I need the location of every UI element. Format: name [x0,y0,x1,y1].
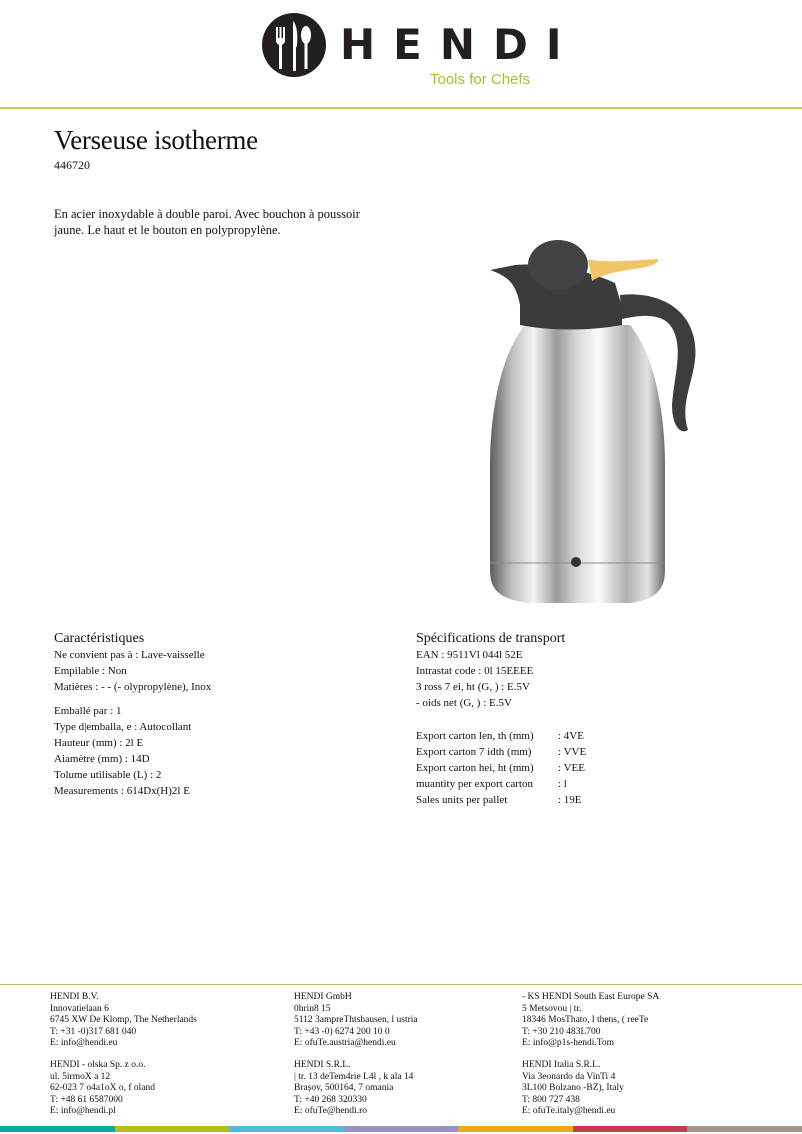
page-header [0,0,802,110]
office-phone: T: +31 -0)317 681 040 [50,1026,137,1037]
transport-row: - oids net (G, ) : E.5V [416,697,512,709]
office-email: E: ofuTe.italy@hendi.eu [522,1106,616,1117]
product-description: En acier inoxydable à double paroi. Avec bouchon à poussoir jaune. Le haut et le bouton en polypropylène. [54,207,360,237]
color-segment [115,1126,230,1132]
office-name: HENDI - olska Sp. z o.o. [50,1059,146,1070]
transport-section [416,630,586,808]
footer-divider [0,984,802,985]
office-address [522,992,659,1050]
office-city: Brașov, 500164, 7 omania [294,1083,394,1094]
office-name: HENDI S.R.L. [294,1059,351,1070]
office-city: 5112 3ampreThtshausen, l ustria [294,1015,418,1026]
transport-kv-row [416,792,586,808]
transport-kv-row [416,760,586,776]
transport-label: muantity per export carton [416,778,533,790]
office-address [50,992,197,1050]
color-segment [458,1126,573,1132]
office-email: E: info@hendi.pl [50,1106,116,1117]
transport-label: Export carton 7 idth (mm) [416,746,532,758]
color-segment [229,1126,344,1132]
transport-value: : VVE [558,746,587,758]
office-city: 6745 XW De Klomp, The Netherlands [50,1015,197,1026]
characteristic-row: Measurements : 614Dx(H)2l E [54,785,190,797]
transport-label: Export carton len, th (mm) [416,730,534,742]
transport-row: 3 ross 7 ei, ht (G, ) : E.5V [416,681,530,693]
office-street: ul. 5irmoX a 12 [50,1071,111,1082]
office-address [294,992,418,1050]
transport-value: : 4VE [558,730,584,742]
office-phone: T: +40 268 320330 [294,1094,367,1105]
color-segment [344,1126,459,1132]
footer-column-1 [50,992,197,1128]
transport-kv-row [416,776,586,792]
office-phone: T: +48 61 6587000 [50,1094,123,1105]
office-phone: T: +43 -0) 6274 200 10 0 [294,1026,390,1037]
characteristic-row: Emballé par : 1 [54,705,122,717]
characteristic-row: Type d|emballa, e : Autocollant [54,721,192,733]
office-street: 0hrin8 15 [294,1003,331,1014]
office-address [50,1060,197,1118]
office-email: E: ofuTe.austria@hendi.eu [294,1038,396,1049]
brand-tagline: Tools for Chefs [430,71,531,88]
transport-value: : VEE [558,762,585,774]
office-city: 62-023 7 o4a1oX o, f oland [50,1083,156,1094]
transport-heading: Spécifications de transport [416,631,566,646]
product-image [440,185,760,625]
office-phone: T: +30 210 483L700 [522,1026,601,1037]
characteristic-row: Aiamètre (mm) : 14D [54,753,150,765]
product-title: Verseuse isotherme [54,125,258,155]
transport-value: : l [558,778,567,790]
transport-label: Export carton hei, ht (mm) [416,762,534,774]
transport-row: EAN : 9511Vl 044l 52E [416,649,523,661]
characteristic-row: Matières : - - (- olypropylène), Inox [54,681,212,693]
office-name: HENDI GmbH [294,992,352,1002]
header-divider [0,107,802,109]
product-sku: 446720 [54,158,90,172]
office-phone: T: 800 727 438 [522,1094,580,1105]
office-email: E: ofuTe@hendi.ro [294,1106,367,1117]
office-street: Via 3eonardo da VinTi 4 [522,1071,616,1082]
office-street: Innovatielaan 6 [50,1003,109,1014]
characteristics-section [54,630,211,799]
transport-kv-row [416,728,586,744]
office-name: HENDI Italia S.R.L. [522,1059,601,1070]
color-segment [0,1126,115,1132]
fork-knife-spoon-icon [262,13,326,77]
office-street: | tr. 13 deTem4rie L4l , k ala 14 [294,1071,414,1082]
transport-label: Sales units per pallet [416,794,508,806]
transport-kv-row [416,744,586,760]
office-street: 5 Metsovou | tr. [522,1003,582,1014]
office-city: 3L100 Bolzano -BZ), Italy [522,1083,624,1094]
brand-color-bar [0,1126,802,1134]
office-name: HENDI B.V. [50,992,99,1002]
characteristics-heading: Caractéristiques [54,631,145,646]
color-segment [573,1126,688,1132]
footer-column-3 [522,992,659,1128]
office-address [294,1060,418,1118]
transport-row: Intrastat code : 0l 15EEEE [416,665,534,677]
insulated-jug-icon [440,185,760,625]
characteristic-row: Ne convient pas à : Lave-vaisselle [54,649,205,661]
office-name: - KS HENDI South East Europe SA [522,992,660,1002]
office-email: E: info@hendi.eu [50,1038,118,1049]
office-email: E: info@p1s-hendi.Tom [522,1038,614,1049]
brand-logo [262,13,579,77]
footer-column-2 [294,992,418,1128]
office-address [522,1060,659,1118]
characteristic-row: Empilable : Non [54,665,127,677]
color-segment [687,1126,802,1132]
characteristic-row: Tolume utilisable (L) : 2 [54,769,162,781]
office-city: 18346 MosThato, l thens, ( reeTe [522,1015,649,1026]
characteristic-row: Hauteur (mm) : 2l E [54,737,144,749]
brand-name: HENDI [340,20,580,69]
transport-value: : 19E [558,794,582,806]
